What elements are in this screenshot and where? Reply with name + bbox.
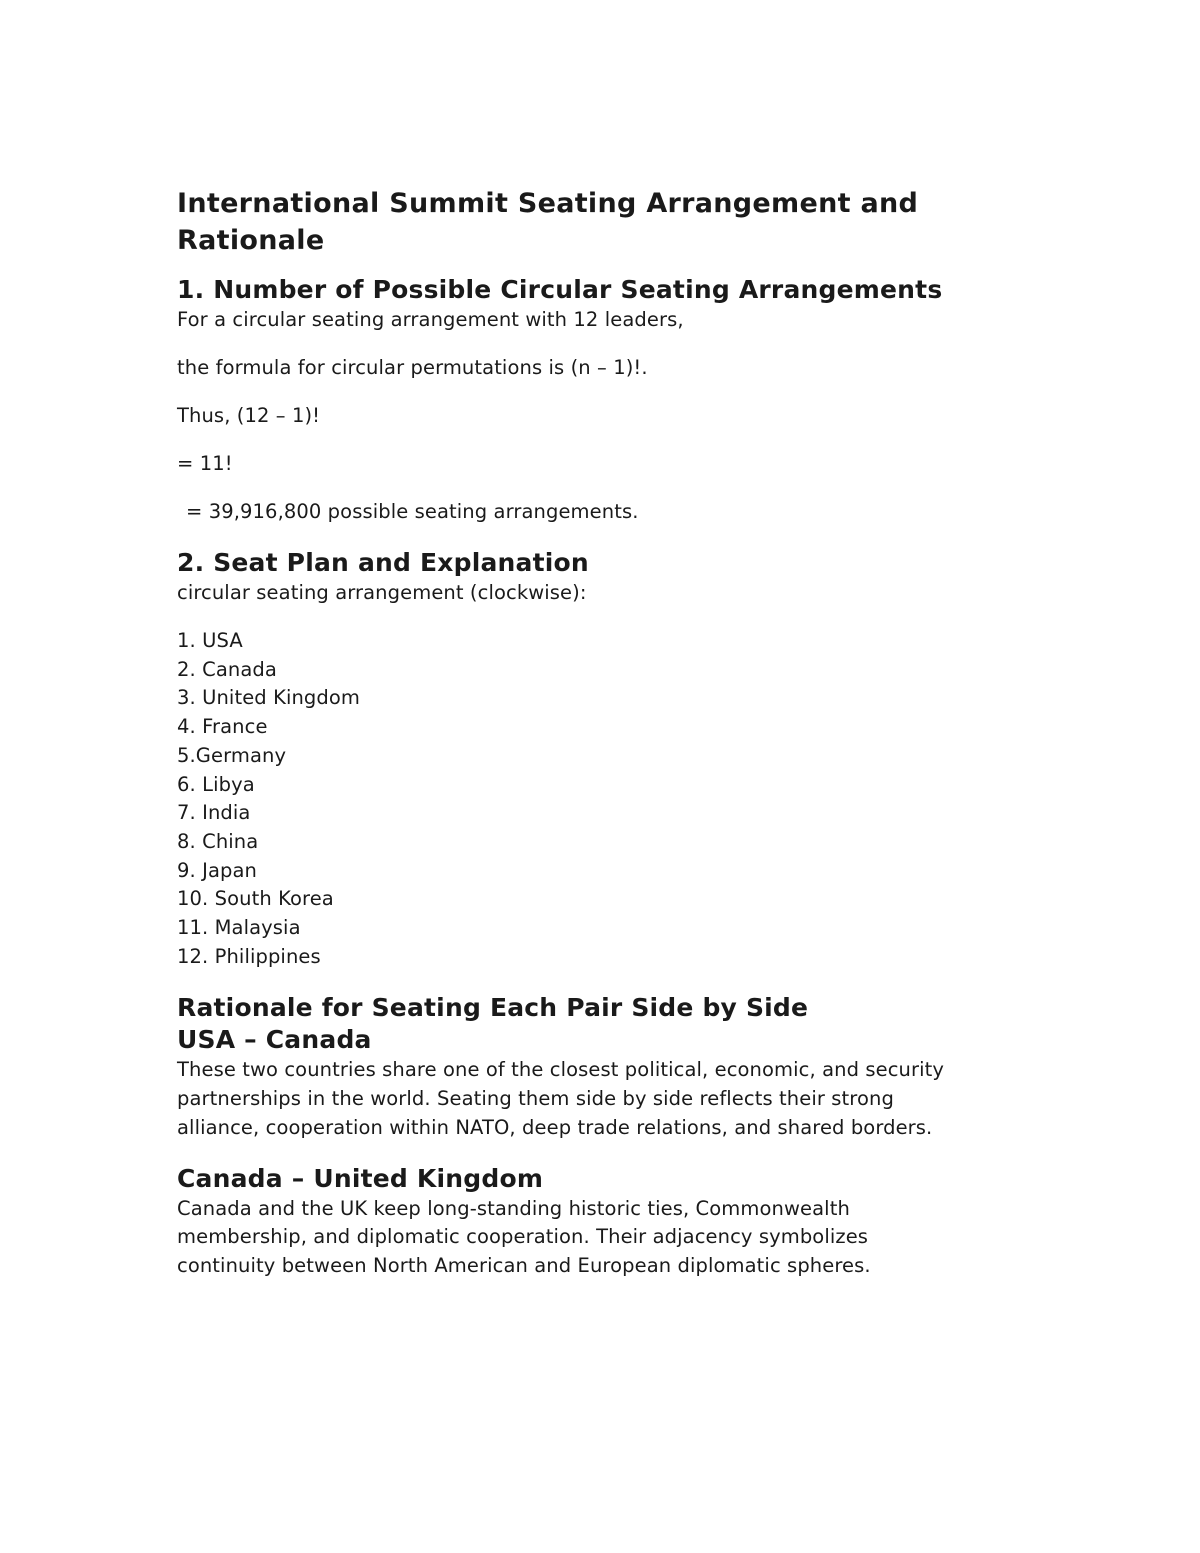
document-title: International Summit Seating Arrangement and Rationale: [177, 188, 919, 256]
pair-text-line: continuity between North American and European diplomatic spheres.: [177, 1253, 871, 1277]
section-seat-plan: [177, 547, 1037, 972]
section2-heading: 2. Seat Plan and Explanation: [177, 547, 589, 577]
seat-list-item: 7. India: [177, 801, 251, 825]
section-arrangements-count: [177, 274, 1037, 527]
pair-heading: USA – Canada: [177, 1025, 372, 1055]
pair-usa-canada: [177, 1024, 1037, 1142]
pair-canada-uk: [177, 1163, 1037, 1281]
section1-result: = 39,916,800 possible seating arrangements.: [186, 500, 639, 523]
seat-list-item: 9. Japan: [177, 858, 257, 882]
seat-list-item: 10. South Korea: [177, 887, 334, 911]
section-rationale: [177, 992, 1037, 1280]
pair-text-line: alliance, cooperation within NATO, deep trade relations, and shared borders.: [177, 1115, 933, 1139]
seat-list-item: 6. Libya: [177, 772, 255, 796]
rationale-heading: Rationale for Seating Each Pair Side by Side: [177, 993, 809, 1023]
pair-text-line: Canada and the UK keep long-standing historic ties, Commonwealth: [177, 1196, 850, 1220]
section1-line: the formula for circular permutations is (n – 1)!.: [177, 356, 648, 379]
seat-list-item: 5.Germany: [177, 743, 287, 767]
pair-text-line: membership, and diplomatic cooperation. Their adjacency symbolizes: [177, 1225, 869, 1249]
section2-intro: circular seating arrangement (clockwise):: [177, 580, 587, 604]
section1-line: = 11!: [177, 452, 233, 475]
seat-list: [177, 627, 1037, 971]
section1-heading: 1. Number of Possible Circular Seating Arrangements: [177, 275, 943, 304]
seat-list-item: 8. China: [177, 829, 259, 853]
section1-line: For a circular seating arrangement with 12 leaders,: [177, 308, 684, 331]
pair-heading: Canada – United Kingdom: [177, 1163, 544, 1193]
seat-list-item: 3. United Kingdom: [177, 686, 361, 710]
seat-list-item: 11. Malaysia: [177, 916, 301, 940]
seat-list-item: 2. Canada: [177, 657, 277, 681]
seat-list-item: 12. Philippines: [177, 944, 321, 968]
document-page: [177, 185, 1037, 1301]
seat-list-item: 1. USA: [177, 629, 243, 652]
pair-text-line: partnerships in the world. Seating them side by side reflects their strong: [177, 1087, 894, 1111]
seat-list-item: 4. France: [177, 715, 268, 739]
pair-text-line: These two countries share one of the closest political, economic, and security: [177, 1058, 945, 1082]
section1-line: Thus, (12 – 1)!: [177, 404, 321, 427]
